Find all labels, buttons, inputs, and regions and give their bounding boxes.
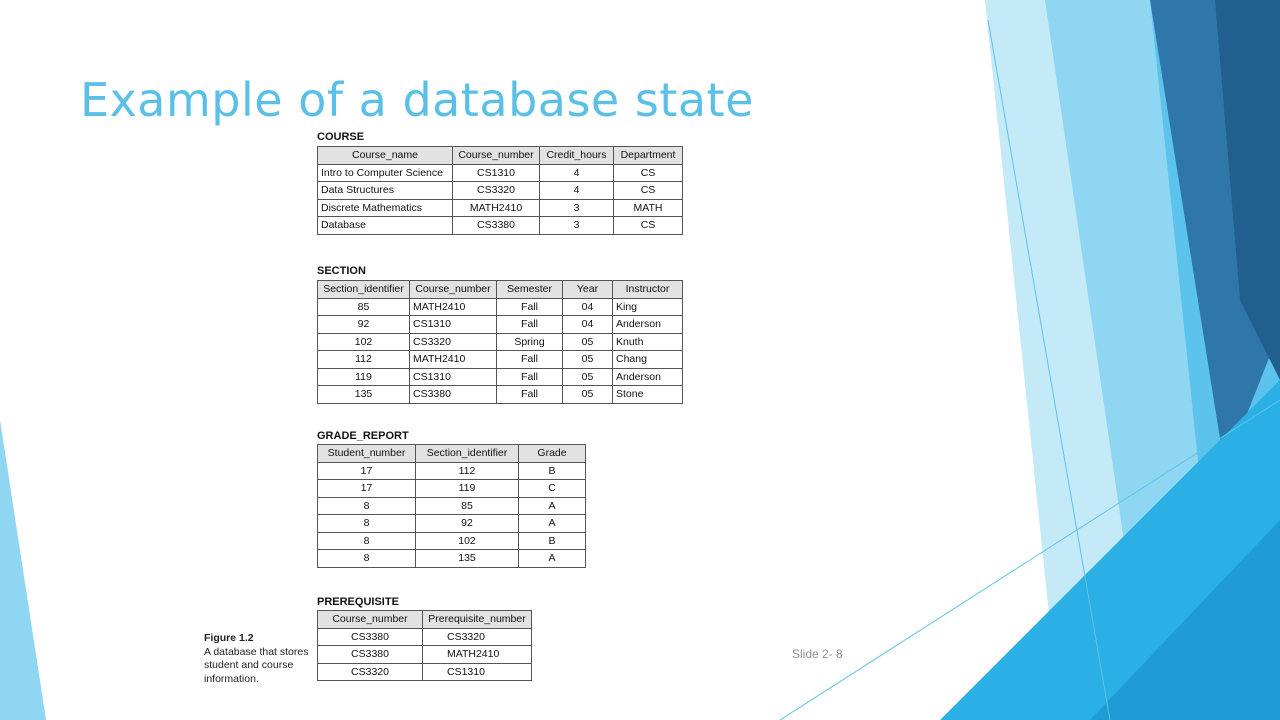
table-cell: Knuth	[613, 333, 683, 351]
table-cell: CS3320	[410, 333, 497, 351]
table-cell: 8	[318, 550, 416, 568]
table-cell: Anderson	[613, 316, 683, 334]
figure-caption	[204, 632, 316, 686]
table-cell: CS3320	[423, 628, 532, 646]
table-cell: Database	[318, 217, 453, 235]
table-cell: MATH	[614, 199, 683, 217]
table-cell: Fall	[497, 351, 563, 369]
table-cell: CS	[614, 182, 683, 200]
table-cell: MATH2410	[410, 298, 497, 316]
column-header: Course_number	[453, 147, 540, 165]
table-cell: 85	[416, 497, 519, 515]
table-cell: 8	[318, 497, 416, 515]
table-cell: 119	[416, 480, 519, 498]
column-header: Course_number	[410, 281, 497, 299]
table-row	[318, 316, 683, 334]
table-cell: Discrete Mathematics	[318, 199, 453, 217]
table-row	[318, 480, 586, 498]
column-header: Department	[614, 147, 683, 165]
table-cell: 135	[318, 386, 410, 404]
column-header: Section_identifier	[416, 445, 519, 463]
table-cell: Data Structures	[318, 182, 453, 200]
section-table-label: SECTION	[317, 265, 366, 277]
table-cell: CS1310	[423, 663, 532, 681]
table-cell: 17	[318, 480, 416, 498]
table-cell: CS3380	[318, 628, 423, 646]
table-cell: Spring	[497, 333, 563, 351]
table-row	[318, 628, 532, 646]
column-header: Course_name	[318, 147, 453, 165]
table-cell: 119	[318, 368, 410, 386]
table-row	[318, 497, 586, 515]
column-header: Instructor	[613, 281, 683, 299]
grade-report-table-label: GRADE_REPORT	[317, 430, 409, 442]
table-header-row	[318, 611, 532, 629]
table-cell: 8	[318, 532, 416, 550]
table-row	[318, 368, 683, 386]
table-cell: A	[519, 497, 586, 515]
table-cell: 04	[563, 298, 613, 316]
table-cell: CS3380	[318, 646, 423, 664]
table-cell: 4	[540, 182, 614, 200]
table-cell: 92	[318, 316, 410, 334]
table-cell: CS	[614, 217, 683, 235]
table-cell: 05	[563, 386, 613, 404]
table-cell: B	[519, 532, 586, 550]
table-row	[318, 298, 683, 316]
table-cell: A	[519, 515, 586, 533]
table-row	[318, 333, 683, 351]
table-cell: 8	[318, 515, 416, 533]
table-row	[318, 164, 683, 182]
column-header: Semester	[497, 281, 563, 299]
table-cell: 05	[563, 333, 613, 351]
table-cell: 102	[318, 333, 410, 351]
table-cell: Fall	[497, 368, 563, 386]
figure-label: Figure 1.2	[204, 632, 254, 644]
table-header-row	[318, 147, 683, 165]
table-row	[318, 182, 683, 200]
column-header: Course_number	[318, 611, 423, 629]
slide-title: Example of a database state	[80, 73, 754, 127]
table-row	[318, 550, 586, 568]
table-header-row	[318, 445, 586, 463]
table-cell: CS3320	[453, 182, 540, 200]
slide-number: Slide 2- 8	[792, 647, 843, 661]
table-cell: 112	[416, 462, 519, 480]
column-header: Year	[563, 281, 613, 299]
table-row	[318, 515, 586, 533]
table-header-row	[318, 281, 683, 299]
course-table	[317, 146, 683, 235]
column-header: Prerequisite_number	[423, 611, 532, 629]
table-cell: A	[519, 550, 586, 568]
table-cell: 04	[563, 316, 613, 334]
table-row	[318, 646, 532, 664]
table-cell: Fall	[497, 298, 563, 316]
table-cell: CS1310	[410, 368, 497, 386]
table-cell: 112	[318, 351, 410, 369]
column-header: Credit_hours	[540, 147, 614, 165]
course-table-label: COURSE	[317, 131, 365, 143]
table-cell: 3	[540, 217, 614, 235]
section-table	[317, 280, 683, 404]
table-cell: Chang	[613, 351, 683, 369]
table-cell: B	[519, 462, 586, 480]
column-header: Grade	[519, 445, 586, 463]
table-cell: Stone	[613, 386, 683, 404]
table-cell: 85	[318, 298, 410, 316]
table-cell: MATH2410	[410, 351, 497, 369]
table-cell: King	[613, 298, 683, 316]
table-cell: 92	[416, 515, 519, 533]
table-cell: CS1310	[410, 316, 497, 334]
table-cell: Fall	[497, 386, 563, 404]
table-cell: MATH2410	[423, 646, 532, 664]
table-cell: 17	[318, 462, 416, 480]
table-cell: MATH2410	[453, 199, 540, 217]
prerequisite-table-label: PREREQUISITE	[317, 596, 399, 608]
column-header: Student_number	[318, 445, 416, 463]
table-row	[318, 532, 586, 550]
table-cell: 3	[540, 199, 614, 217]
table-row	[318, 199, 683, 217]
column-header: Section_identifier	[318, 281, 410, 299]
table-cell: CS	[614, 164, 683, 182]
grade-report-table	[317, 444, 586, 568]
table-row	[318, 462, 586, 480]
table-cell: Anderson	[613, 368, 683, 386]
table-row	[318, 663, 532, 681]
table-row	[318, 386, 683, 404]
figure-description: A database that stores student and course information.	[204, 645, 309, 685]
prerequisite-table	[317, 610, 532, 681]
table-cell: CS1310	[453, 164, 540, 182]
table-cell: 135	[416, 550, 519, 568]
table-cell: 102	[416, 532, 519, 550]
table-cell: CS3380	[410, 386, 497, 404]
left-accent-shape	[0, 420, 46, 720]
table-cell: 05	[563, 351, 613, 369]
table-cell: Intro to Computer Science	[318, 164, 453, 182]
table-row	[318, 217, 683, 235]
table-cell: 4	[540, 164, 614, 182]
table-cell: Fall	[497, 316, 563, 334]
table-cell: CS3320	[318, 663, 423, 681]
table-cell: 05	[563, 368, 613, 386]
table-row	[318, 351, 683, 369]
table-cell: C	[519, 480, 586, 498]
table-cell: CS3380	[453, 217, 540, 235]
